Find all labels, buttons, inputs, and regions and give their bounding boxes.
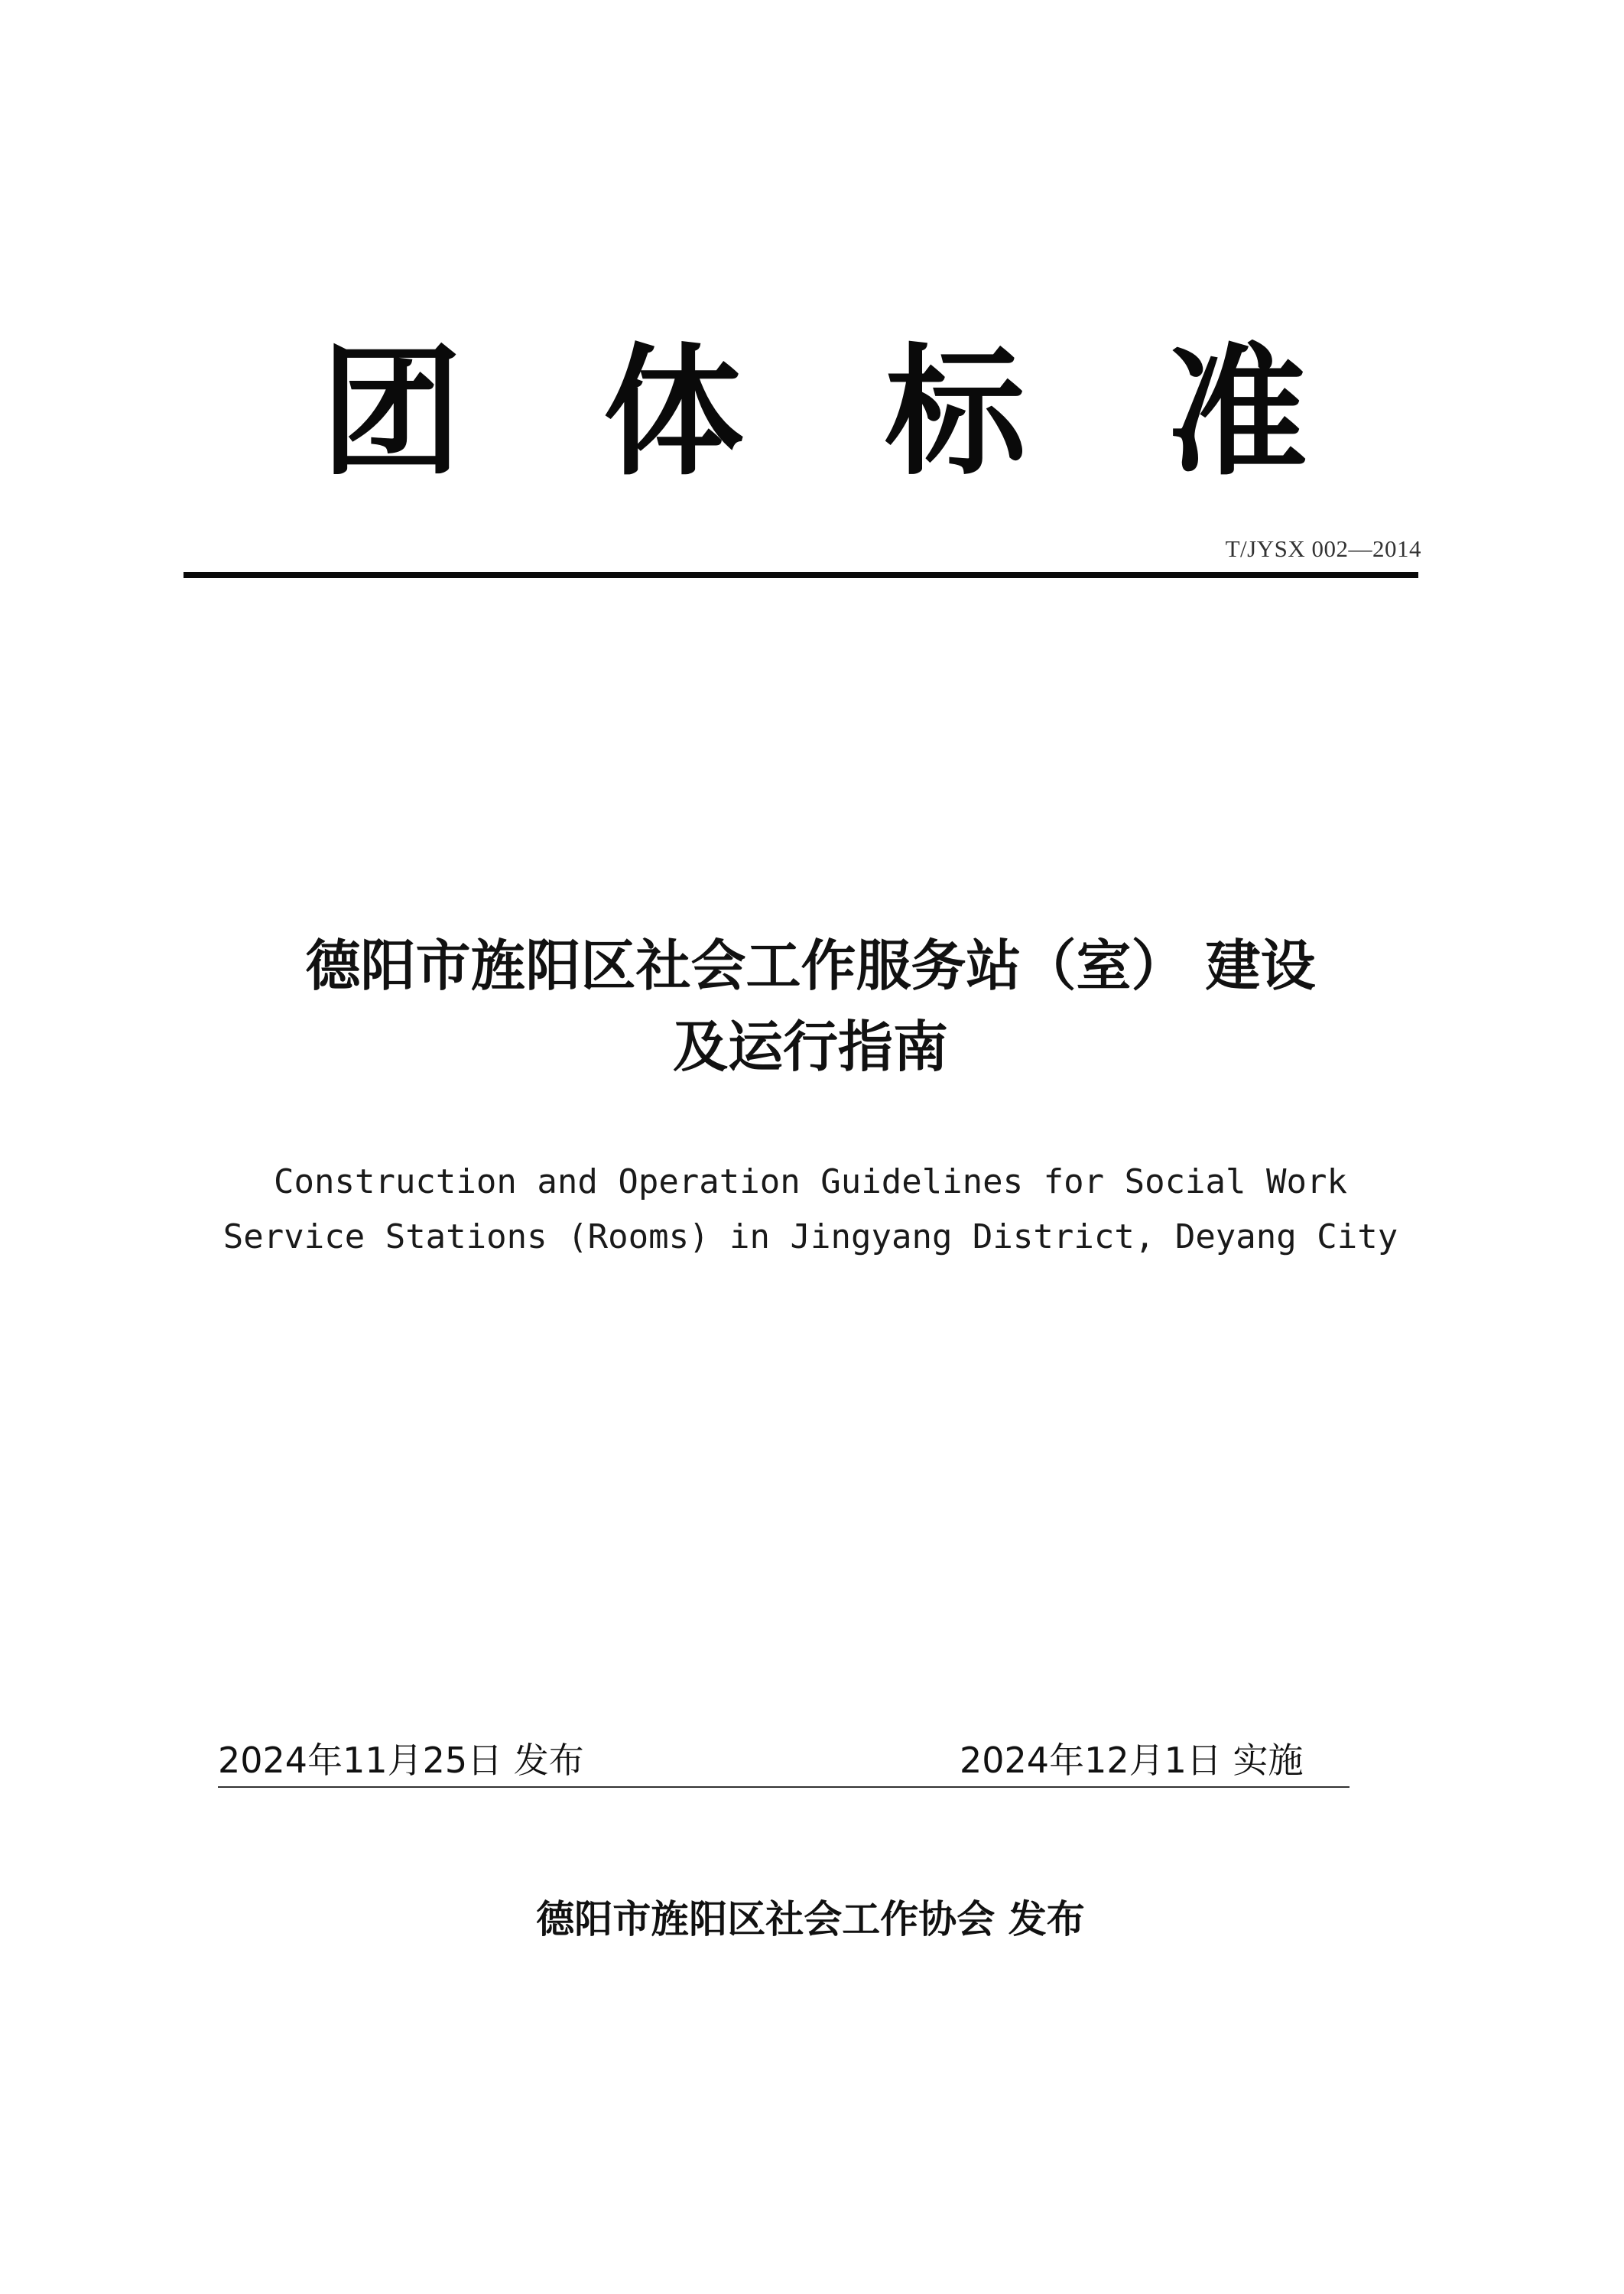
title-en-line-1: Construction and Operation Guidelines for Social Work [274,1162,1347,1201]
title-cn-line-2: 及运行指南 [672,1015,948,1079]
dates-row [218,1736,1350,1788]
standard-code: T/JYSX 002—2014 [1225,535,1421,562]
title-en-line-2: Service Stations (Rooms) in Jingyang District, Deyang City [222,1217,1398,1256]
publisher: 德阳市旌阳区社会工作协会 发布 [536,1897,1085,1941]
category-char-4: 准 [1166,331,1307,495]
category-char-2: 体 [603,331,744,495]
standard-category-title [321,329,1307,497]
category-char-3: 标 [885,331,1026,495]
document-title-english [153,1155,1468,1265]
category-char-1: 团 [321,331,463,495]
document-title-chinese [153,925,1468,1087]
header-divider [184,572,1418,578]
effective-date: 2024年12月1日 实施 [960,1740,1304,1781]
title-cn-line-1: 德阳市旌阳区社会工作服务站（室） 建设 [305,934,1316,998]
issue-date: 2024年11月25日 发布 [218,1740,584,1781]
